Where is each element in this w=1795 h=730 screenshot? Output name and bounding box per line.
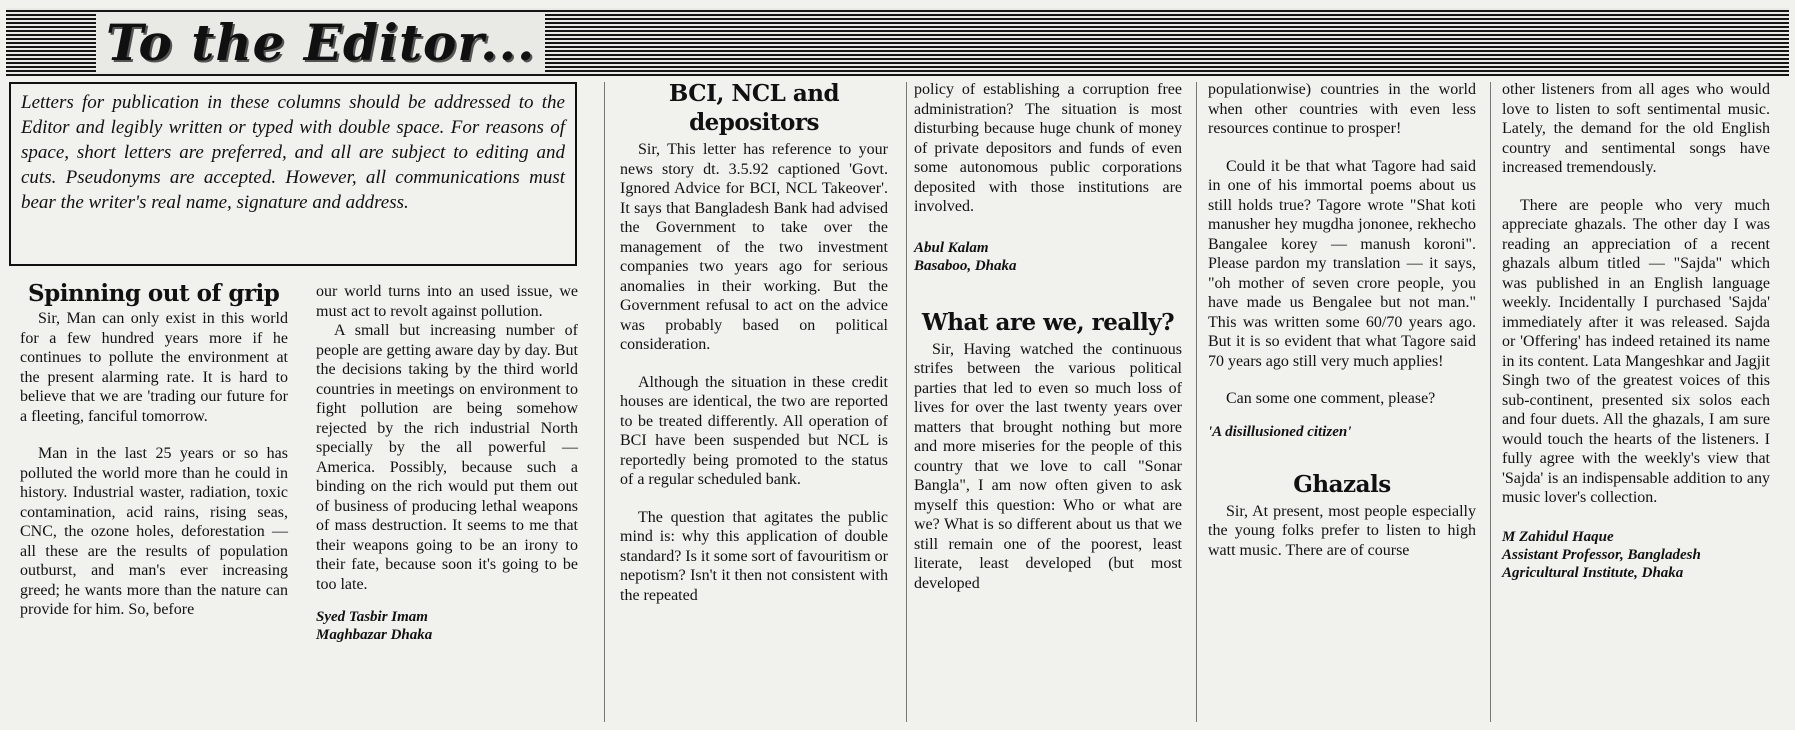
signature-bci-place: Basaboo, Dhaka — [914, 257, 1017, 274]
column-ghazals-cont — [1502, 80, 1770, 582]
letter-bci-p1: Sir, This letter has reference to your news story dt. 3.5.92 captioned 'Govt. Ignored Advice for BCI, NCL Takeover'. It says that Bangladesh Bank had advised the Government to take over the management of the two investment companies two years ago for serious anomalies in their working. But the Government refusal to act on the advice was probably based on political consideration. — [620, 141, 888, 353]
column-bci-cont — [914, 80, 1182, 593]
signature-spinning-name: Syed Tasbir Imam — [316, 609, 428, 625]
signature-ghazals-name: M Zahidul Haque — [1502, 528, 1614, 545]
masthead-title: To the Editor... — [96, 14, 545, 72]
letter-whatarewe-p1: Sir, Having watched the continuous strifes between the various political parties that led to even so much loss of lives for over the last twenty years over matters that brought nothing but more and more miseries for the people of this country that we love to call "Sonar Bangla", I am now often given to ask myself this question: Who or what are we? What is so different about us that we still remain one of the poorest, least literate, least developed (but most developed — [914, 340, 1182, 592]
signature-ghazals-title: Assistant Professor, Bangladesh Agricultural Institute, Dhaka — [1502, 546, 1701, 581]
masthead — [6, 8, 1789, 76]
letter-spinning-p4: A small but increasing number of people are getting aware day by day. But the decisions taking by the third world countries in meetings on environment to fight pollution are being somehow rejected by the rich industrial North specially by the all powerful — America. Possibly, because such a binding on the rich would put them out of business of producing lethal weapons of mass destruction. It seems to me that their weapons going to be an irony to their fate, because soon it's going to be too late. — [316, 322, 578, 593]
signature-spinning-place: Maghbazar Dhaka — [316, 627, 433, 643]
column-spinning-1 — [20, 280, 288, 620]
signature-whatarewe — [1208, 423, 1476, 441]
headline-ghazals: Ghazals — [1293, 470, 1391, 498]
column-rule — [1196, 82, 1197, 722]
signature-bci — [914, 239, 1182, 275]
column-whatarewe-cont — [1208, 80, 1476, 560]
signature-spinning — [316, 608, 578, 644]
letter-whatarewe-p2: populationwise) countries in the world when other countries with even less resources continue to prosper! — [1208, 81, 1476, 137]
headline-bci-line1: BCI, NCL and — [668, 80, 840, 107]
submission-notice: Letters for publication in these columns should be addressed to the Editor and legibly written or typed with double space. For reasons of space, short letters are preferred, and all are subject to editing and cuts. Pseudonyms are accepted. However, all communications must bear the writer's real name, signature and address. — [9, 82, 577, 266]
signature-whatarewe-name: 'A disillusioned citizen' — [1208, 423, 1352, 440]
letter-spinning-p2: Man in the last 25 years or so has polluted the world more than he could in history. Industrial waster, radiation, toxic contamination, acid rains, rising seas, CNC, the ozone holes, deforestation — all these are the results of population outburst, and man's ever increasing greed; he wants more than the nature can provide for him. So, before — [20, 445, 288, 618]
column-rule — [906, 82, 907, 722]
column-spinning-2 — [316, 282, 578, 644]
letter-whatarewe-p3: Could it be that what Tagore had said in one of his immortal poems about us still holds true? Tagore wrote "Shat koti manusher hey mugdha jononee, rekhecho Bangalee korey — manush koroni". Please pardon my translation — it says, "oh mother of seven crore people, you have made us Bengalee but not man." This was written some 60/70 years ago. But it is so evident that what Tagore said 70 years ago still very much applies! — [1208, 157, 1476, 370]
column-bci — [620, 80, 888, 605]
letter-bci-p2: Although the situation in these credit houses are identical, the two are reported to be treated differently. All operation of BCI have been suspended but NCL is reportedly being promoted to the status of a regular scheduled bank. — [620, 373, 888, 488]
signature-bci-name: Abul Kalam — [914, 239, 989, 256]
column-rule — [604, 82, 605, 722]
column-rule — [1490, 82, 1491, 722]
signature-ghazals — [1502, 528, 1770, 582]
letter-ghazals-p1: Sir, At present, most people especially the young folks prefer to listen to high watt music. There are of course — [1208, 502, 1476, 559]
letter-whatarewe-p4: Can some one comment, please? — [1226, 390, 1436, 407]
letter-bci-p3: The question that agitates the public mind is: why this application of double standard? Is it some sort of favouritism or nepotism? Isn't it then not consistent with the repeated — [620, 508, 888, 604]
letter-spinning-p3: our world turns into an used issue, we must act to revolt against pollution. — [316, 283, 578, 320]
headline-bci-line2: depositors — [689, 109, 819, 136]
letter-ghazals-p3: There are people who very much appreciate ghazals. The other day I was reading an appreciation of a recent ghazals album titled — "Sajda" which was published in an English language weekly. Incidentally I purchased 'Sajda' immediately after it was released. Sajda or 'Offering' has indeed retained its name in its content. Lata Mangeshkar and Jagjit Singh two of the greatest voices of this sub-continent, presented six solos each and four duets. All the ghazals, I am sure would touch the hearts of the listeners. I fully agree with the weekly's view that 'Sajda' is an indispensable addition to any music lover's collection. — [1502, 196, 1770, 506]
headline-spinning: Spinning out of grip — [28, 280, 280, 307]
headline-whatarewe: What are we, really? — [921, 308, 1175, 336]
letter-spinning-p1: Sir, Man can only exist in this world for a few hundred years more if he continues to pollute the environment at the present alarming rate. It is hard to believe that we are 'trading our future for a fleeting, fanciful tomorrow. — [20, 310, 288, 425]
letter-ghazals-p2: other listeners from all ages who would love to listen to soft sentimental music. Lately, the demand for the old English country and sentimental songs have increased tremendously. — [1502, 81, 1770, 176]
letter-bci-p4: policy of establishing a corruption free administration? The situation is most disturbing because huge chunk of money of private depositors and funds of even some autonomous public corporations deposited with those institutions are involved. — [914, 81, 1182, 215]
